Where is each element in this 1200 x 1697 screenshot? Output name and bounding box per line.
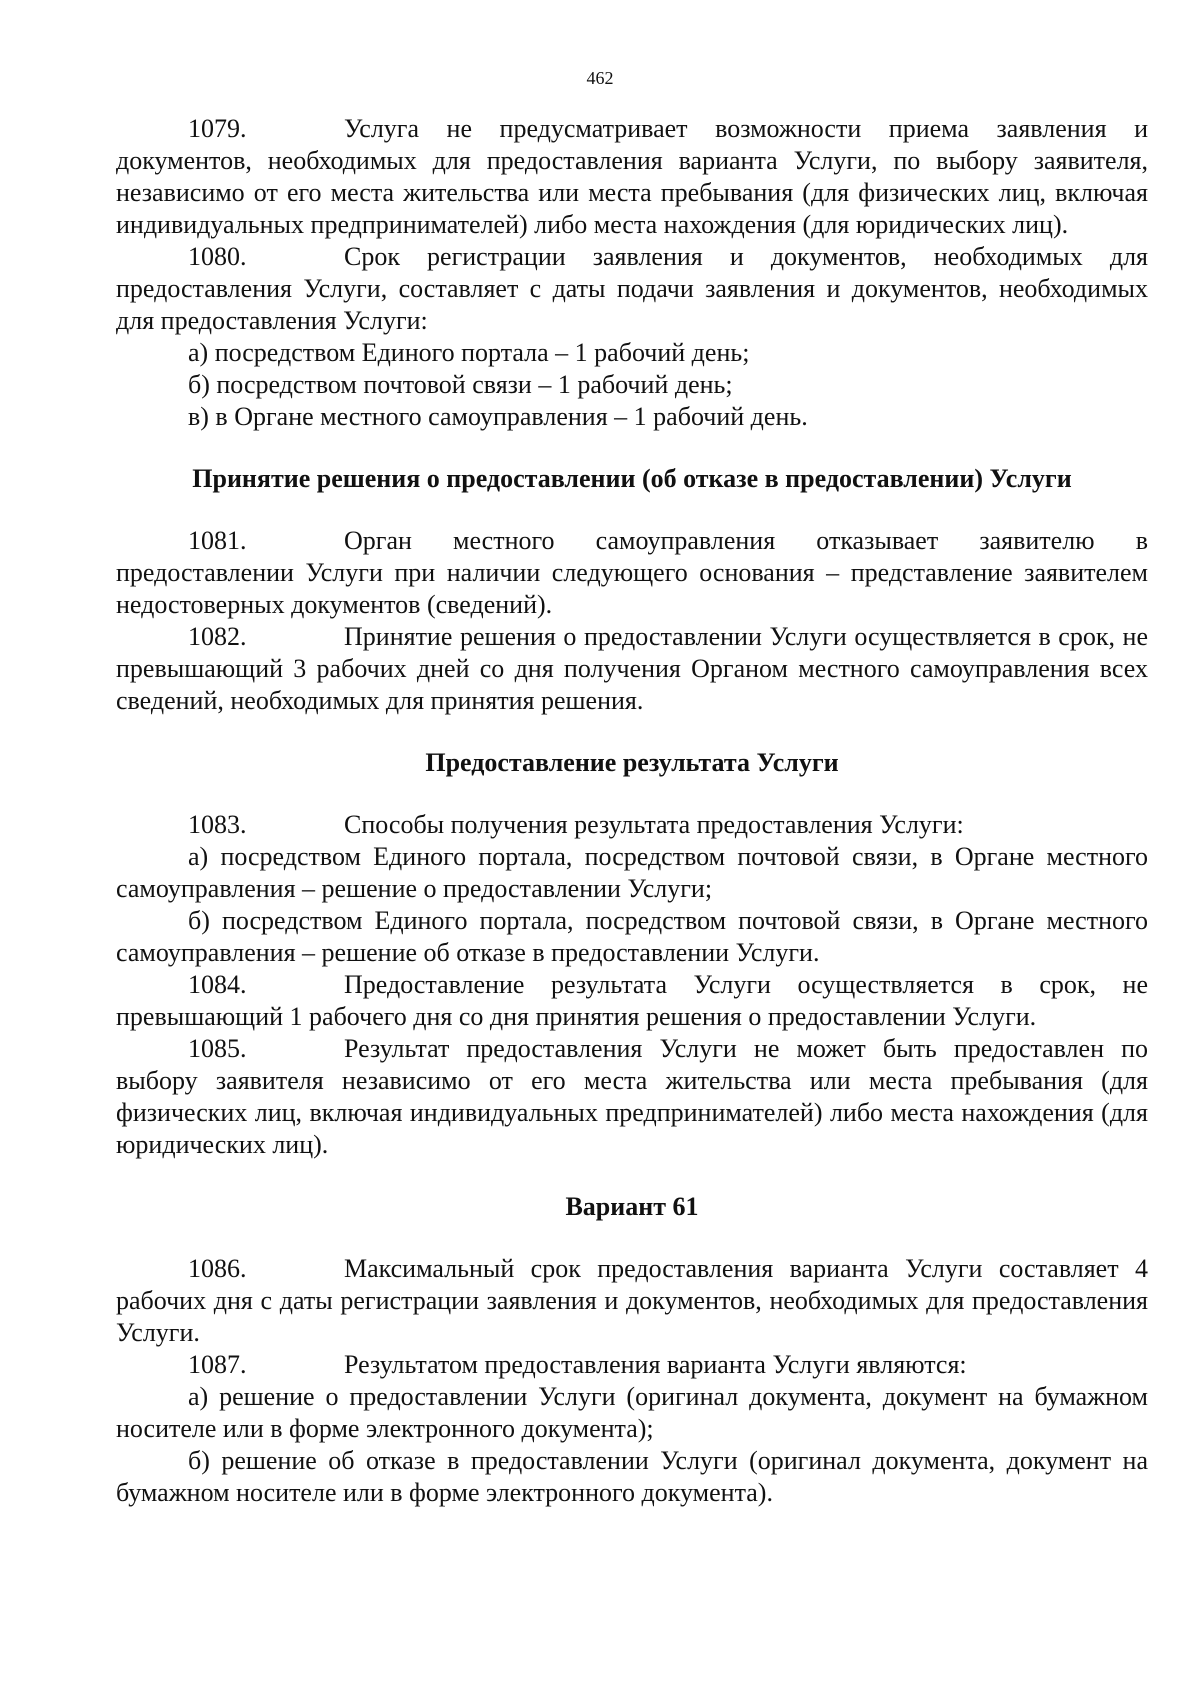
list-item: в) в Органе местного самоуправления – 1 рабочий день. bbox=[188, 402, 808, 431]
paragraph-text: Принятие решения о предоставлении Услуги осуществляется в срок, не превышающий 3 рабочих дней со дня получения Органом местного самоуправления всех сведений, необходимых для принятия решения. bbox=[116, 622, 1148, 715]
section-heading-result: Предоставление результата Услуги bbox=[425, 748, 839, 777]
section-heading-decision: Принятие решения о предоставлении (об отказе в предоставлении) Услуги bbox=[192, 464, 1072, 493]
paragraph-text: Срок регистрации заявления и документов, необходимых для предоставления Услуги, составляет с даты подачи заявления и документов, необходимых для предоставления Услуги: bbox=[116, 242, 1148, 335]
paragraph-text: Орган местного самоуправления отказывает заявителю в предоставлении Услуги при наличии следующего основания – представление заявителем недостоверных документов (сведений). bbox=[116, 526, 1148, 619]
paragraph-number: 1080. bbox=[188, 242, 247, 271]
paragraph-number: 1085. bbox=[188, 1034, 247, 1063]
paragraph-text: Предоставление результата Услуги осуществляется в срок, не превышающий 1 рабочего дня со дня принятия решения о предоставлении Услуги. bbox=[116, 970, 1148, 1031]
paragraph-number: 1079. bbox=[188, 114, 247, 143]
paragraph-text: Результатом предоставления варианта Услуги являются: bbox=[344, 1350, 967, 1379]
paragraph-1083 bbox=[116, 809, 1148, 841]
paragraph-number: 1086. bbox=[188, 1254, 247, 1283]
page-number: 462 bbox=[586, 68, 614, 88]
list-item: б) посредством Единого портала, посредством почтовой связи, в Органе местного самоуправления – решение об отказе в предоставлении Услуги. bbox=[116, 906, 1148, 967]
document-body bbox=[116, 113, 1148, 1509]
paragraph-1084 bbox=[116, 969, 1148, 1033]
list-item: б) решение об отказе в предоставлении Услуги (оригинал документа, документ на бумажном носителе или в форме электронного документа). bbox=[116, 1446, 1148, 1507]
paragraph-number: 1087. bbox=[188, 1350, 247, 1379]
list-item: а) посредством Единого портала, посредством почтовой связи, в Органе местного самоуправления – решение о предоставлении Услуги; bbox=[116, 842, 1148, 903]
paragraph-number: 1083. bbox=[188, 810, 247, 839]
paragraph-text: Максимальный срок предоставления варианта Услуги составляет 4 рабочих дня с даты регистрации заявления и документов, необходимых для предоставления Услуги. bbox=[116, 1254, 1148, 1347]
paragraph-1085 bbox=[116, 1033, 1148, 1161]
paragraph-1086 bbox=[116, 1253, 1148, 1349]
paragraph-text: Результат предоставления Услуги не может быть предоставлен по выбору заявителя независимо от его места жительства или места пребывания (для физических лиц, включая индивидуальных предпринимателей) либо места нахождения (для юридических лиц). bbox=[116, 1034, 1148, 1159]
paragraph-number: 1082. bbox=[188, 622, 247, 651]
list-item: а) посредством Единого портала – 1 рабочий день; bbox=[188, 338, 750, 367]
paragraph-number: 1084. bbox=[188, 970, 247, 999]
paragraph-text: Способы получения результата предоставления Услуги: bbox=[344, 810, 964, 839]
list-item: а) решение о предоставлении Услуги (оригинал документа, документ на бумажном носителе или в форме электронного документа); bbox=[116, 1382, 1148, 1443]
paragraph-1080 bbox=[116, 241, 1148, 337]
paragraph-1081 bbox=[116, 525, 1148, 621]
list-item: б) посредством почтовой связи – 1 рабочий день; bbox=[188, 370, 733, 399]
section-heading-variant: Вариант 61 bbox=[565, 1192, 699, 1221]
paragraph-1079 bbox=[116, 113, 1148, 241]
paragraph-number: 1081. bbox=[188, 526, 247, 555]
paragraph-1087 bbox=[116, 1349, 1148, 1381]
paragraph-1082 bbox=[116, 621, 1148, 717]
paragraph-text: Услуга не предусматривает возможности приема заявления и документов, необходимых для предоставления варианта Услуги, по выбору заявителя, независимо от его места жительства или места пребывания (для физических лиц, включая индивидуальных предпринимателей) либо места нахождения (для юридических лиц). bbox=[116, 114, 1148, 239]
